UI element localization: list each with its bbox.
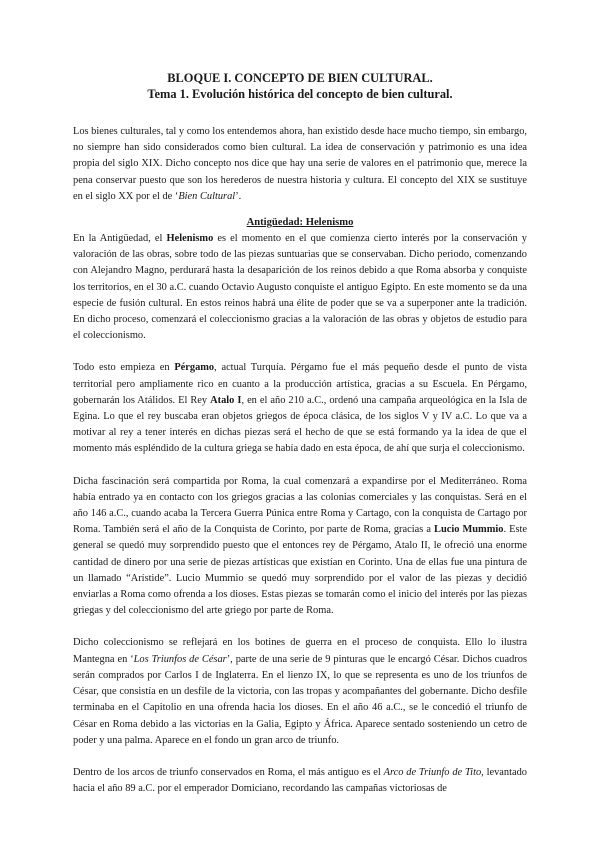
p1-text-c: es el momento en el que comienza cierto interés por la conservación y valoración de las obras, sobre todo de las piezas suntuarias que se conservaban. Dicho periodo, comenzando con Alejandro Magno, perdurará hasta la desaparición de los reinos debido a que Roma absorba y conquiste los territorios, en el 30 a.C. cuando Octavio Augusto conquiste el antiguo Egipto. En este momento se da una especie de fusión cultural. En estos reinos habrá una élite de poder que se va a superponer ante la tradición. En dicho proceso, comenzará el coleccionismo gracias a la valoración de las obras y objetos de estudio para el coleccionismo.	[73, 233, 528, 342]
intro-end: ’.	[235, 190, 242, 202]
intro-paragraph	[73, 124, 527, 205]
page-subtitle: Tema 1. Evolución histórica del concepto de bien cultural.	[147, 87, 453, 101]
p1-text-a: En la Antigüedad, el	[73, 233, 167, 245]
intro-text: Los bienes culturales, tal y como los entendemos ahora, han existido desde hace mucho tiempo, sin embargo, no siempre han sido considerados como bien cultural. La idea de conservación y patrimonio es una idea propia del siglo XIX. Dicho concepto nos dice que hay una serie de valores en el patrimonio que, merece la pena conservar puesto que son los herederos de nuestra historia y cultura. El concepto del XIX se sustituye en el siglo XX por el de ‘	[73, 126, 527, 202]
p3-text-c: . Este general se quedó muy sorprendido puesto que el entonces rey de Pérgamo, Atalo II, le ofreció una enorme cantidad de dinero por una serie de piezas artísticas que existían en Corinto. Una de ellas fue una pintura de un llamado “Arístide”. Lucio Mummio se quedó muy sorprendido por el valor de las piezas y decidió enviarlas a Roma como ofrenda a los dioses. Estas piezas se tomarán como el inicio del interés por las piezas griegas y del coleccionismo del arte griego por parte de Roma.	[73, 524, 527, 617]
p2-bold-atalo: Atalo I	[210, 394, 242, 406]
paragraph-mantegna	[73, 635, 527, 748]
paragraph-pergamo	[73, 360, 527, 457]
section-heading: Antigüedad: Helenismo	[246, 217, 354, 229]
p3-text-a: Dicha fascinación será compartida por Roma, la cual comenzará a expandirse por el Mediterráneo. Roma había entrado ya en contacto con los griegos gracias a las colonias comerciales y las conquistas. Será en el año 146 a.C., cuando acaba la Tercera Guerra Púnica entre Roma y Cartago, con la conquista de Cartago por Roma. También será el año de la Conquista de Corinto, por parte de Roma, gracias a	[73, 475, 527, 536]
p4-text-c: ’, parte de una serie de 9 pinturas que le encargó César. Dichos cuadros serán comprados por Carlos I de Inglaterra. En el lienzo IX, lo que se representa es uno de los triunfos de César, que consistía en un desfile de la victoria, con las tropas y acompañantes del gobernante. Dicho desfile terminaba en el Capitolio en una ofrenda hacia los dioses. En el año 46 a.C., se le concedió el triunfo de César en Roma debido a las victorias en la Galia, Egipto y África. Aparece sentado sosteniendo un cetro de poder y una palma. Aparece en el fondo un gran arco de triunfo.	[73, 653, 527, 746]
p5-text-c: , levantado hacia el año 89 a.C. por el emperador Domiciano, recordando las campañas victoriosas de	[73, 766, 527, 795]
p5-italic-arco: Arco de Triunfo de Tito	[383, 766, 482, 778]
p2-bold-pergamo: Pérgamo	[174, 362, 215, 374]
page-title: BLOQUE I. CONCEPTO DE BIEN CULTURAL.	[167, 71, 433, 85]
paragraph-arcos	[73, 765, 527, 797]
p5-text-a: Dentro de los arcos de triunfo conservados en Roma, el más antiguo es el	[73, 766, 384, 778]
intro-emphasis: Bien Cultural	[178, 190, 236, 202]
paragraph-roma	[73, 474, 527, 620]
p4-italic-triunfos: Los Triunfos de César	[133, 653, 227, 665]
p3-bold-mummio: Lucio Mummio	[434, 524, 504, 536]
paragraph-helenismo	[73, 231, 527, 344]
p2-text-a: Todo esto empieza en	[73, 362, 175, 374]
title-block	[73, 70, 527, 102]
p2-text-c: , actual Turquía. Pérgamo fue el más pequeño desde el punto de vista territorial pero ampliamente rico en cuanto a la producción artística, gracias a su Escuela. En Pérgamo, gobernarán los Atálidos. El Rey	[73, 362, 527, 406]
p2-text-e: , en el año 210 a.C., ordenó una campaña arqueológica en la Isla de Egina. Lo que el rey buscaba eran objetos griegos de época clásica, de los siglos V y IV a.C. Lo que va a motivar al rey a tener interés en dichas piezas será el hecho de que se está formando ya la idea de que el momento más espléndido de la cultura griega se había dado en esta época, de ahí que surja el coleccionismo.	[73, 394, 527, 455]
p4-text-a: Dicho coleccionismo se reflejará en los botines de guerra en el proceso de conquista. Ello lo ilustra Mantegna en ‘	[73, 637, 527, 665]
p1-bold-helenismo: Helenismo	[166, 233, 214, 245]
